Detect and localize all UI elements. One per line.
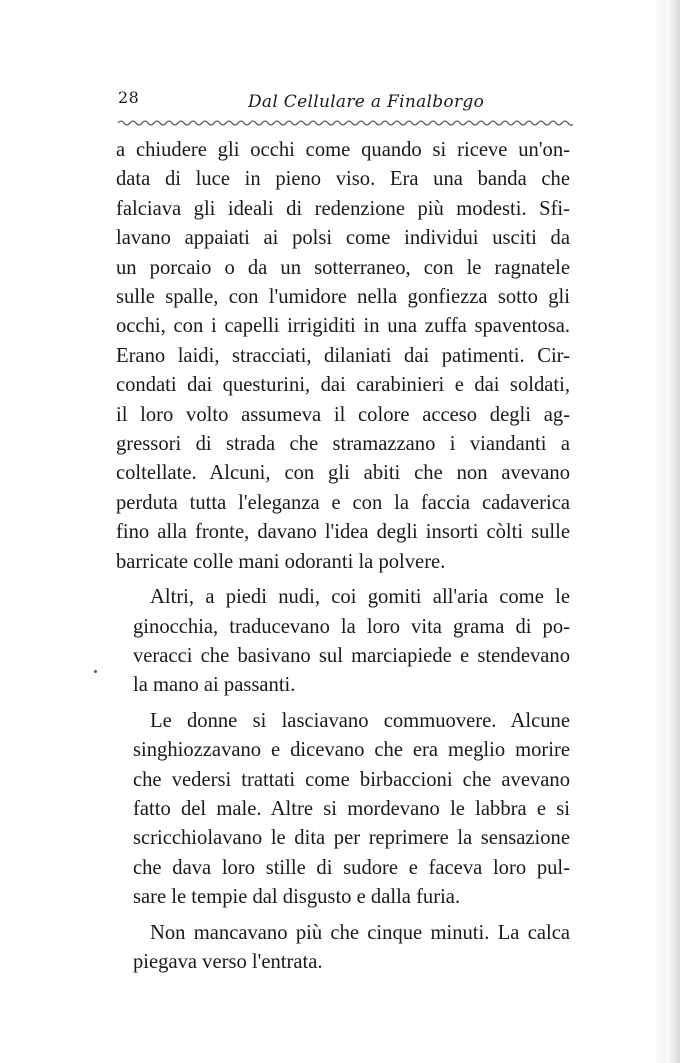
text-line: a chiudere gli occhi come quando si riceve un'on- bbox=[116, 139, 570, 161]
text-line: scricchiolavano le dita per reprimere la sensazione bbox=[133, 827, 570, 850]
wavy-rule-ornament bbox=[118, 117, 573, 131]
text-line: coltellate. Alcuni, con gli abiti che non avevano bbox=[116, 462, 570, 485]
text-line: piegava verso l'entrata. bbox=[133, 950, 323, 973]
text-line: Erano laidi, stracciati, dilaniati dai patimenti. Cir- bbox=[116, 344, 570, 367]
text-line: il loro volto assumeva il colore acceso degli ag- bbox=[116, 403, 570, 426]
text-line: ginocchia, traducevano la loro vita grama di po- bbox=[133, 615, 570, 638]
text-line: singhiozzavano e dicevano che era meglio morire bbox=[133, 739, 570, 762]
text-line: che vedersi trattati come birbaccioni che avevano bbox=[133, 768, 570, 791]
text-line: sulle spalle, con l'umidore nella gonfiezza sotto gli bbox=[116, 286, 570, 309]
text-line: data di luce in pieno viso. Era una banda che bbox=[116, 168, 570, 191]
text-line: un porcaio o da un sotterraneo, con le ragnatele bbox=[116, 256, 570, 279]
text-line: Le donne si lasciavano commuovere. Alcune bbox=[150, 709, 570, 732]
text-line: perduta tutta l'eleganza e con la faccia cadaverica bbox=[116, 491, 570, 514]
page-header bbox=[118, 88, 573, 118]
running-title: Dal Cellulare a Finalborgo bbox=[248, 92, 485, 112]
text-line: Altri, a piedi nudi, coi gomiti all'aria come le bbox=[150, 586, 570, 609]
text-line: sare le tempie dal disgusto e dalla furia. bbox=[133, 886, 461, 909]
text-line: condati dai questurini, dai carabinieri e dai soldati, bbox=[116, 374, 570, 397]
text-line: la mano ai passanti. bbox=[133, 674, 296, 697]
paragraph bbox=[116, 583, 570, 701]
text-line: Non mancavano più che cinque minuti. La calca bbox=[150, 921, 570, 944]
text-line: fino alla fronte, davano l'idea degli insorti còlti sulle bbox=[116, 521, 570, 544]
paragraph bbox=[116, 919, 570, 978]
paragraph bbox=[116, 136, 570, 577]
page-edge-shadow bbox=[666, 0, 680, 1063]
text-line: fatto del male. Altre si mordevano le labbra e si bbox=[133, 797, 570, 820]
text-line: lavano appaiati ai polsi come individui usciti da bbox=[116, 227, 570, 250]
text-line: barricate colle mani odoranti la polvere. bbox=[116, 550, 446, 573]
paragraph bbox=[116, 707, 570, 913]
page-number: 28 bbox=[118, 88, 140, 107]
text-line: falciava gli ideali di redenzione più modesti. Sfi- bbox=[116, 197, 570, 220]
text-line: che dava loro stille di sudore e faceva loro pul- bbox=[133, 856, 570, 879]
body-text bbox=[116, 136, 570, 977]
text-line: gressori di strada che stramazzano i viandanti a bbox=[116, 433, 570, 456]
stray-ink-dot bbox=[94, 670, 97, 673]
text-line: veracci che basivano sul marciapiede e stendevano bbox=[133, 644, 570, 667]
text-line: occhi, con i capelli irrigiditi in una zuffa spaventosa. bbox=[116, 315, 570, 338]
